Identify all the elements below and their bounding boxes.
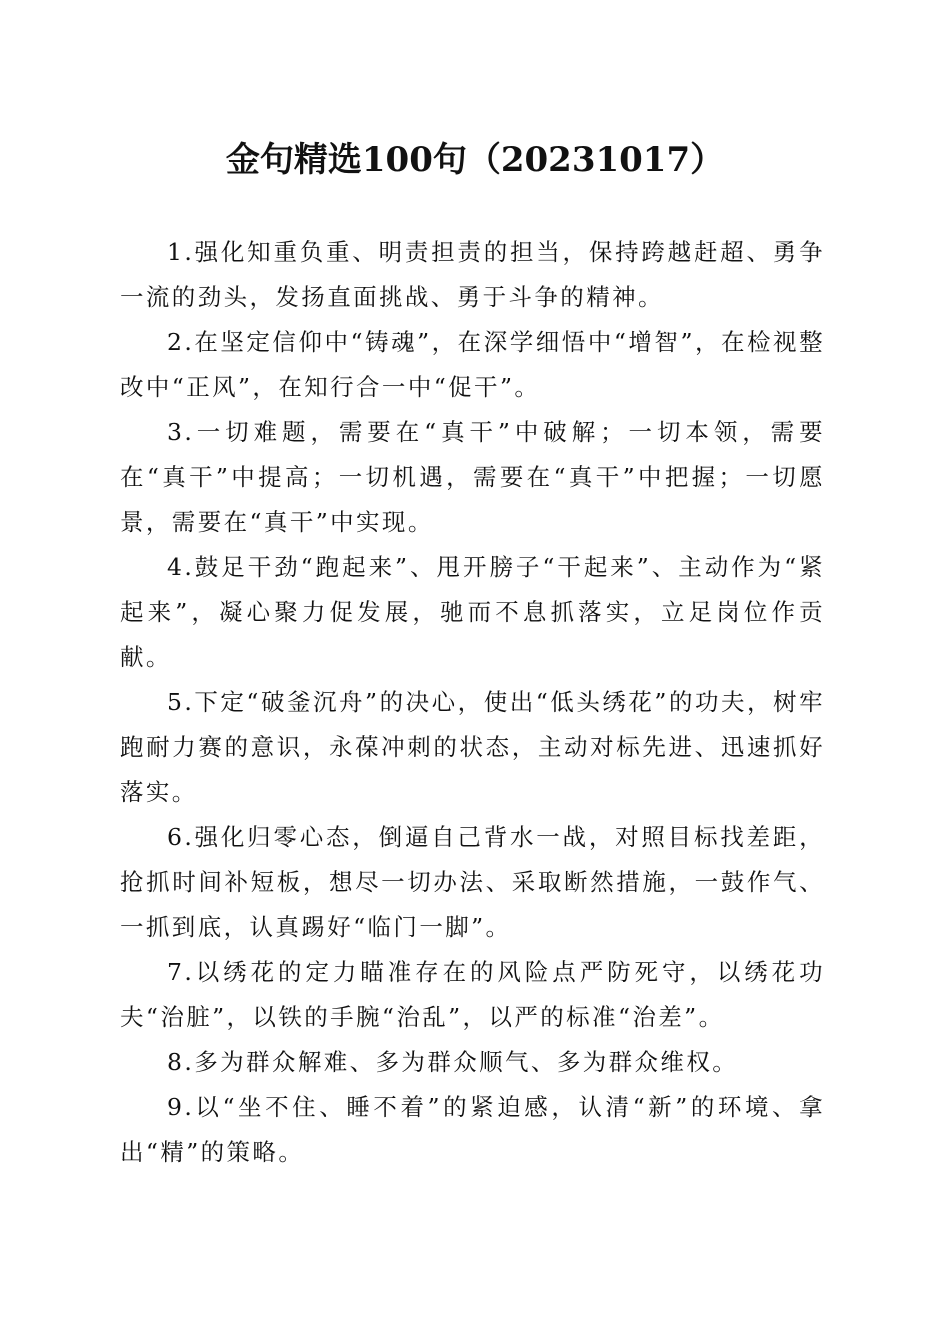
document-title: 金句精选100句（20231017） (225, 140, 725, 180)
paragraph-1: 1.强化知重负重、明责担责的担当，保持跨越赶超、勇争一流的劲头，发扬直面挑战、勇于斗争的精神。 (120, 238, 825, 311)
document-body (120, 230, 825, 1175)
paragraph-5: 5.下定“破釜沉舟”的决心，使出“低头绣花”的功夫，树牢跑耐力赛的意识，永葆冲刺的状态，主动对标先进、迅速抓好落实。 (120, 688, 825, 806)
paragraph-7: 7.以绣花的定力瞄准存在的风险点严防死守，以绣花功夫“治脏”，以铁的手腕“治乱”，以严的标准“治差”。 (120, 958, 825, 1031)
paragraph-6: 6.强化归零心态，倒逼自己背水一战，对照目标找差距，抢抓时间补短板，想尽一切办法、采取断然措施，一鼓作气、一抓到底，认真踢好“临门一脚”。 (120, 823, 825, 941)
paragraph-2: 2.在坚定信仰中“铸魂”，在深学细悟中“增智”，在检视整改中“正风”，在知行合一中“促干”。 (120, 328, 825, 401)
paragraph-3: 3.一切难题，需要在“真干”中破解；一切本领，需要在“真干”中提高；一切机遇，需要在“真干”中把握；一切愿景，需要在“真干”中实现。 (120, 418, 825, 536)
paragraph-4: 4.鼓足干劲“跑起来”、甩开膀子“干起来”、主动作为“紧起来”，凝心聚力促发展，驰而不息抓落实，立足岗位作贡献。 (120, 553, 825, 671)
paragraph-8: 8.多为群众解难、多为群众顺气、多为群众维权。 (167, 1048, 739, 1076)
paragraph-9: 9.以“坐不住、睡不着”的紧迫感，认清“新”的环境、拿出“精”的策略。 (120, 1093, 825, 1166)
